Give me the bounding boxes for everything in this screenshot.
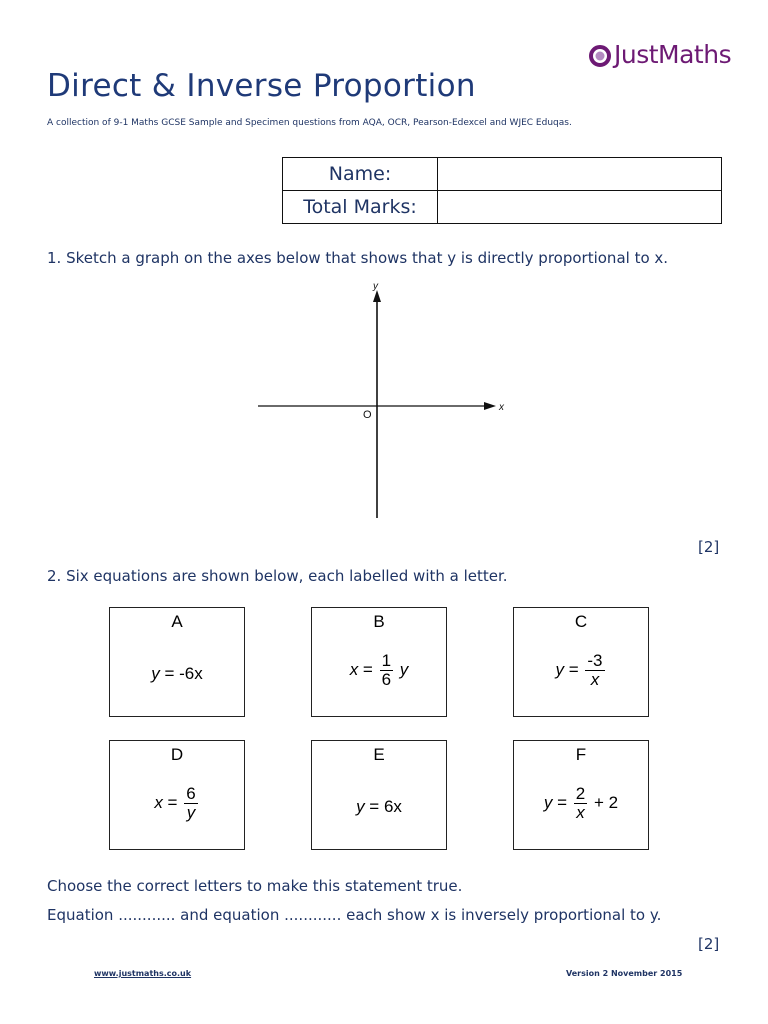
x-axis-arrow	[484, 402, 496, 410]
name-label: Name:	[283, 158, 438, 191]
equation-box-d	[109, 740, 245, 850]
question-1-text: 1. Sketch a graph on the axes below that shows that y is directly proportional to x.	[47, 249, 669, 267]
name-field[interactable]	[438, 158, 722, 191]
question-2-instruction: Choose the correct letters to make this statement true.	[47, 877, 463, 895]
justmaths-logo	[588, 40, 732, 72]
equation: y = -6x	[151, 664, 203, 683]
equation-box-c	[513, 607, 649, 717]
question-2-text: 2. Six equations are shown below, each labelled with a letter.	[47, 567, 508, 585]
question-2-marks: [2]	[698, 935, 720, 953]
question-2-statement: Equation ............ and equation ............ each show x is inversely proportional to y.	[47, 906, 662, 924]
equation: y = $\frac{2}{x}$ + 2	[543, 784, 619, 822]
x-axis-label: x	[499, 402, 504, 413]
equation-box-e	[311, 740, 447, 850]
equation-letter: C	[574, 612, 588, 631]
footer-link[interactable]: www.justmaths.co.uk	[94, 969, 192, 978]
y-axis-label: y	[373, 281, 378, 292]
total-marks-field[interactable]	[438, 191, 722, 224]
equation: y = $\frac{-3}{x}$	[555, 651, 603, 689]
equation-box-f	[513, 740, 649, 850]
equation-box-a	[109, 607, 245, 717]
equation: x = $\frac{6}{y}$	[154, 784, 196, 822]
question-1-marks: [2]	[698, 538, 720, 556]
q1-axes	[248, 278, 528, 528]
page-title: Direct & Inverse Proportion	[47, 68, 476, 104]
equation-letter: D	[170, 745, 184, 764]
equation-letter: B	[373, 612, 385, 631]
equation: y = 6x	[356, 797, 402, 816]
page-subtitle: A collection of 9-1 Maths GCSE Sample and Specimen questions from AQA, OCR, Pearson-Edexcel and WJEC Eduqas.	[47, 118, 572, 128]
footer-version: Version 2 November 2015	[566, 969, 683, 978]
student-info-table	[282, 157, 722, 224]
logo-ring-icon	[588, 42, 614, 72]
equation: x = $\frac{1}{6}$ y	[349, 651, 409, 689]
logo-text: JustMaths	[614, 40, 732, 69]
equation-letter: F	[575, 745, 587, 764]
equation-box-b	[311, 607, 447, 717]
equation-letter: E	[373, 745, 385, 764]
equation-letter: A	[171, 612, 183, 631]
origin-label: O	[363, 409, 372, 421]
total-marks-label: Total Marks:	[283, 191, 438, 224]
